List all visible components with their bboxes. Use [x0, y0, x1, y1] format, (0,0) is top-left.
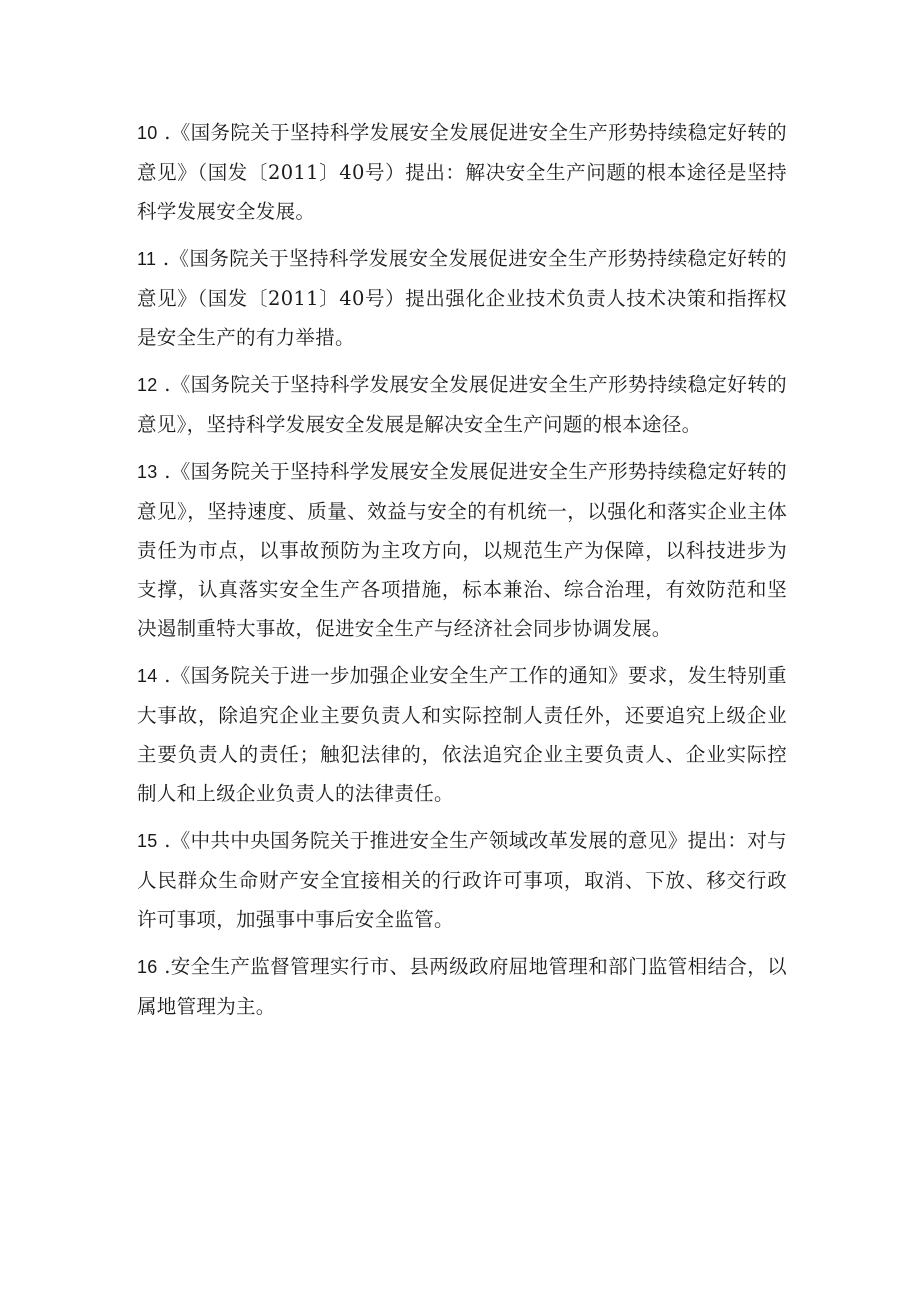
item-text: .《国务院关于坚持科学发展安全发展促进安全生产形势持续稳定好转的意见》（国发〔2011〕40号）提出强化企业技术负责人技术决策和指挥权是安全生产的有力举措。: [137, 247, 787, 349]
list-item: [137, 947, 787, 1026]
list-item: [137, 113, 787, 231]
list-item: [137, 239, 787, 357]
item-number: 13: [137, 462, 158, 482]
list-item: [137, 821, 787, 939]
item-number: 14: [137, 666, 158, 686]
list-item: [137, 656, 787, 813]
item-text: .安全生产监督管理实行市、县两级政府屈地管理和部门监管相结合，以属地管理为主。: [137, 955, 787, 1018]
list-item: [137, 452, 787, 648]
item-number: 12: [137, 375, 158, 395]
document-body: [137, 113, 787, 1034]
item-number: 16: [137, 957, 158, 977]
item-text: .《国务院关于坚持科学发展安全发展促进安全生产形势持续稳定好转的意见》，坚持速度、质量、效益与安全的有机统一，以强化和落实企业主体责任为市点，以事故预防为主攻方向，以规范生产为保障，以科技进步为支撑，认真落实安全生产各项措施，标本兼治、综合治理，有效防范和坚决遏制重特大事故，促进安全生产与经济社会同步协调发展。: [137, 460, 787, 640]
list-item: [137, 365, 787, 444]
item-text: .《国务院关于进一步加强企业安全生产工作的通知》要求，发生特别重大事故，除追究企业主要负责人和实际控制人责任外，还要追究上级企业主要负责人的责任；触犯法律的，依法追究企业主要负责人、企业实际控制人和上级企业负责人的法律责任。: [137, 664, 787, 805]
item-number: 10: [137, 123, 158, 143]
item-number: 11: [137, 249, 157, 269]
item-text: .《中共中央国务院关于推进安全生产领域改革发展的意见》提出：对与人民群众生命财产安全宜接相关的行政许可事项，取消、下放、移交行政许可事项，加强事中事后安全监管。: [137, 829, 787, 931]
item-text: .《国务院关于坚持科学发展安全发展促进安全生产形势持续稳定好转的意见》，坚持科学发展安全发展是解决安全生产问题的根本途径。: [137, 373, 787, 436]
item-text: .《国务院关于坚持科学发展安全发展促进安全生产形势持续稳定好转的意见》（国发〔2011〕40号）提出：解决安全生产问题的根本途径是坚持科学发展安全发展。: [137, 121, 787, 223]
item-number: 15: [137, 831, 158, 851]
